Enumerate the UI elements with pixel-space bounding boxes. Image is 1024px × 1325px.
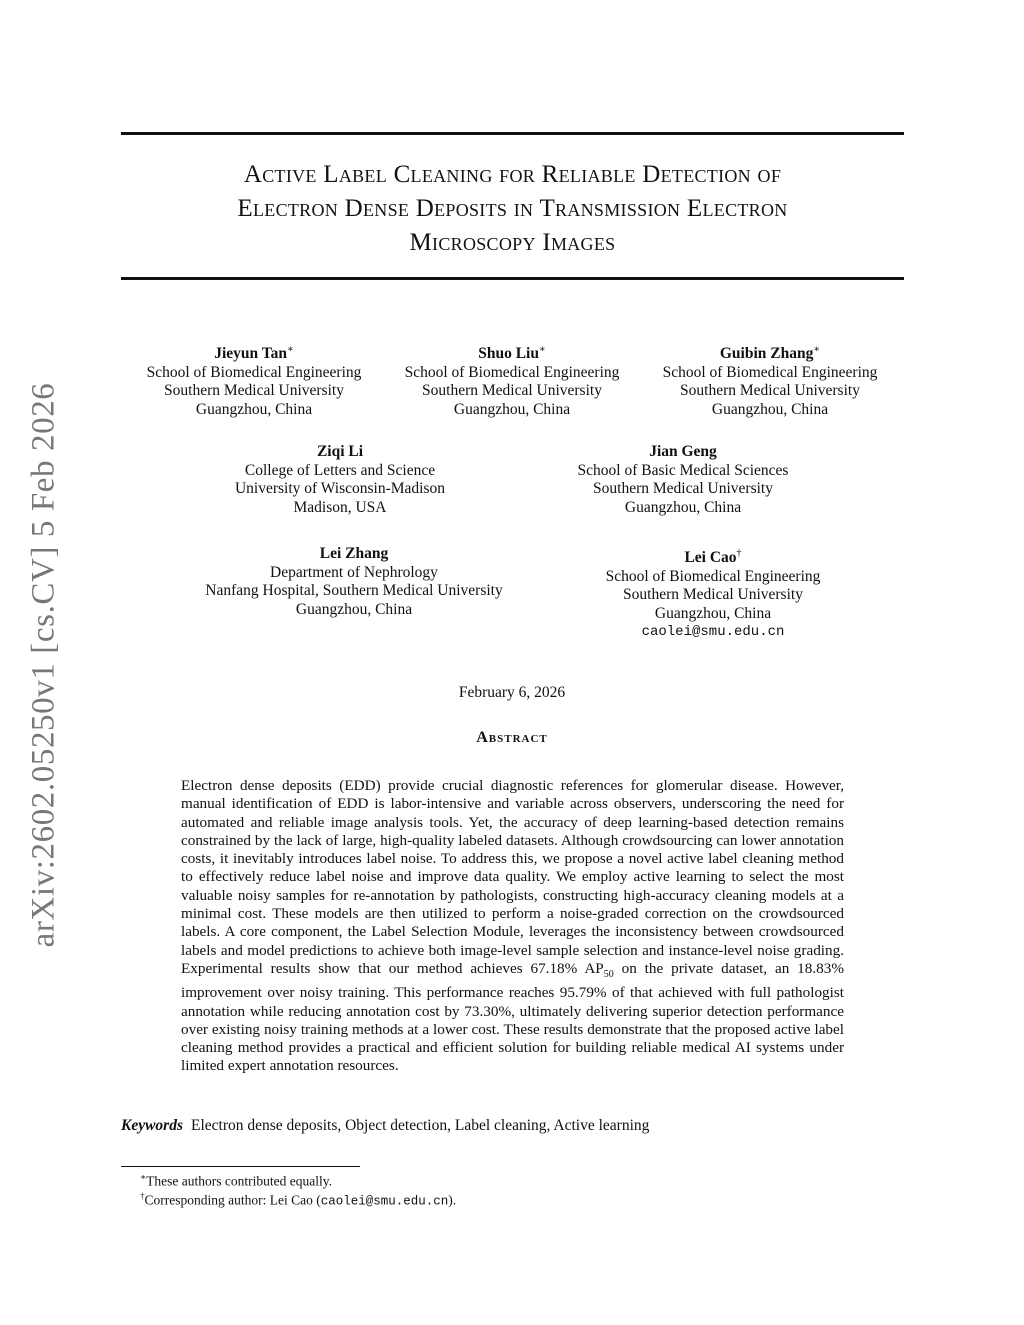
title-line-2: Electron Dense Deposits in Transmission Electron <box>237 195 788 222</box>
title-top-rule <box>121 132 904 135</box>
author-name: Jieyun Tan <box>214 345 287 363</box>
author-affiliation: Guangzhou, China <box>654 604 772 622</box>
paper-title <box>121 158 904 260</box>
footnote-text: These authors contributed equally. <box>146 1173 332 1189</box>
abstract-subscript: 50 <box>603 969 614 980</box>
author-block <box>663 341 878 419</box>
title-bottom-rule <box>121 277 904 280</box>
footnote-1 <box>140 1172 332 1190</box>
author-mark: † <box>736 548 742 559</box>
author-mark: ∗ <box>538 344 546 355</box>
abstract-body <box>181 777 844 1076</box>
author-mark: ∗ <box>813 344 821 355</box>
author-name: Jian Geng <box>649 443 717 460</box>
author-affiliation: Southern Medical University <box>680 382 860 400</box>
abstract-heading: Abstract <box>476 729 548 746</box>
keywords-line <box>121 1117 649 1135</box>
author-block <box>205 545 502 619</box>
author-name: Shuo Liu <box>478 345 539 363</box>
author-affiliation: Guangzhou, China <box>295 600 413 618</box>
author-block <box>578 443 789 517</box>
footnote-2 <box>140 1191 456 1209</box>
footnote-mark: ∗ <box>140 1172 147 1182</box>
author-affiliation: College of Letters and Science <box>244 461 436 479</box>
author-affiliation: Guangzhou, China <box>711 400 829 418</box>
footnote-text: Corresponding author: Lei Cao ( <box>144 1192 321 1208</box>
author-block <box>147 341 362 419</box>
abstract-text-part2: on the private dataset, an 18.83% improvement over noisy training. This performance reaches 95.79% of that achieved with full pathologist annotation while reducing annotation cost by 73.30%, ultimately delivering superior detection performance over existing noisy training methods at a lower cost. These results demonstrate that the proposed active label cleaning method provides a practical and efficient solution for building reliable medical AI systems under limited expert annotation resources. <box>181 959 844 1075</box>
author-affiliation: School of Biomedical Engineering <box>404 363 620 381</box>
author-name: Ziqi Li <box>316 443 364 460</box>
author-affiliation: Nanfang Hospital, Southern Medical University <box>205 582 503 599</box>
author-mark: ∗ <box>287 344 294 355</box>
paper-date: February 6, 2026 <box>458 684 566 701</box>
author-affiliation: School of Biomedical Engineering <box>146 363 362 381</box>
author-email[interactable]: caolei@smu.edu.cn <box>641 624 785 641</box>
author-block <box>235 443 445 517</box>
author-name: Lei Zhang <box>319 545 389 562</box>
abstract-text-part1: Electron dense deposits (EDD) provide crucial diagnostic references for glomerular disease. However, manual identification of EDD is labor-intensive and variable across observers, underscoring the need for automated and reliable image analysis tools. Yet, the accuracy of deep learning-based detection remains constrained by the lack of large, high-quality labeled datasets. Although crowdsourcing can lower annotation costs, it inevitably introduces label noise. To address this, we propose a novel active label cleaning method to effectively reduce label noise and improve data quality. We employ active learning to select the most valuable noisy samples for re-annotation by pathologists, constructing high-accuracy cleaning models at a minimal cost. These models are then utilized to perform a noise-graded correction on the crowdsourced labels. A core component, the Label Selection Module, leverages the inconsistency between crowdsourced labels and model predictions to achieve both image-level sample selection and instance-level noise grading. Experimental results show that our method achieves 67.18% AP <box>181 777 844 977</box>
footnote-mark: † <box>140 1191 145 1201</box>
author-affiliation: Guangzhou, China <box>195 400 313 418</box>
author-name: Lei Cao <box>684 549 737 567</box>
author-affiliation: Department of Nephrology <box>270 563 438 581</box>
arxiv-stamp: arXiv:2602.05250v1 [cs.CV] 5 Feb 2026 <box>25 382 62 948</box>
author-affiliation: University of Wisconsin-Madison <box>234 480 446 497</box>
title-line-3: Microscopy Images <box>409 229 616 256</box>
author-name: Guibin Zhang <box>719 345 814 363</box>
author-affiliation: Madison, USA <box>293 498 387 516</box>
author-affiliation: Southern Medical University <box>164 382 344 400</box>
author-block <box>606 545 821 642</box>
keywords-text: Electron dense deposits, Object detection, Label cleaning, Active learning <box>191 1117 650 1134</box>
author-affiliation: Southern Medical University <box>422 382 602 400</box>
author-affiliation: School of Basic Medical Sciences <box>577 461 789 479</box>
footnote-rule <box>121 1166 360 1167</box>
keywords-label: Keywords <box>121 1117 183 1134</box>
footnote-email[interactable]: caolei@smu.edu.cn <box>320 1194 449 1209</box>
author-affiliation: School of Biomedical Engineering <box>662 363 878 381</box>
author-block <box>405 341 620 419</box>
author-affiliation: Guangzhou, China <box>453 400 571 418</box>
footnote-text-end: ). <box>448 1192 457 1208</box>
title-line-1: Active Label Cleaning for Reliable Detection of <box>243 161 782 188</box>
author-affiliation: School of Biomedical Engineering <box>605 567 821 585</box>
author-affiliation: Southern Medical University <box>593 480 773 497</box>
author-affiliation: Guangzhou, China <box>624 498 742 516</box>
author-affiliation: Southern Medical University <box>623 586 803 604</box>
